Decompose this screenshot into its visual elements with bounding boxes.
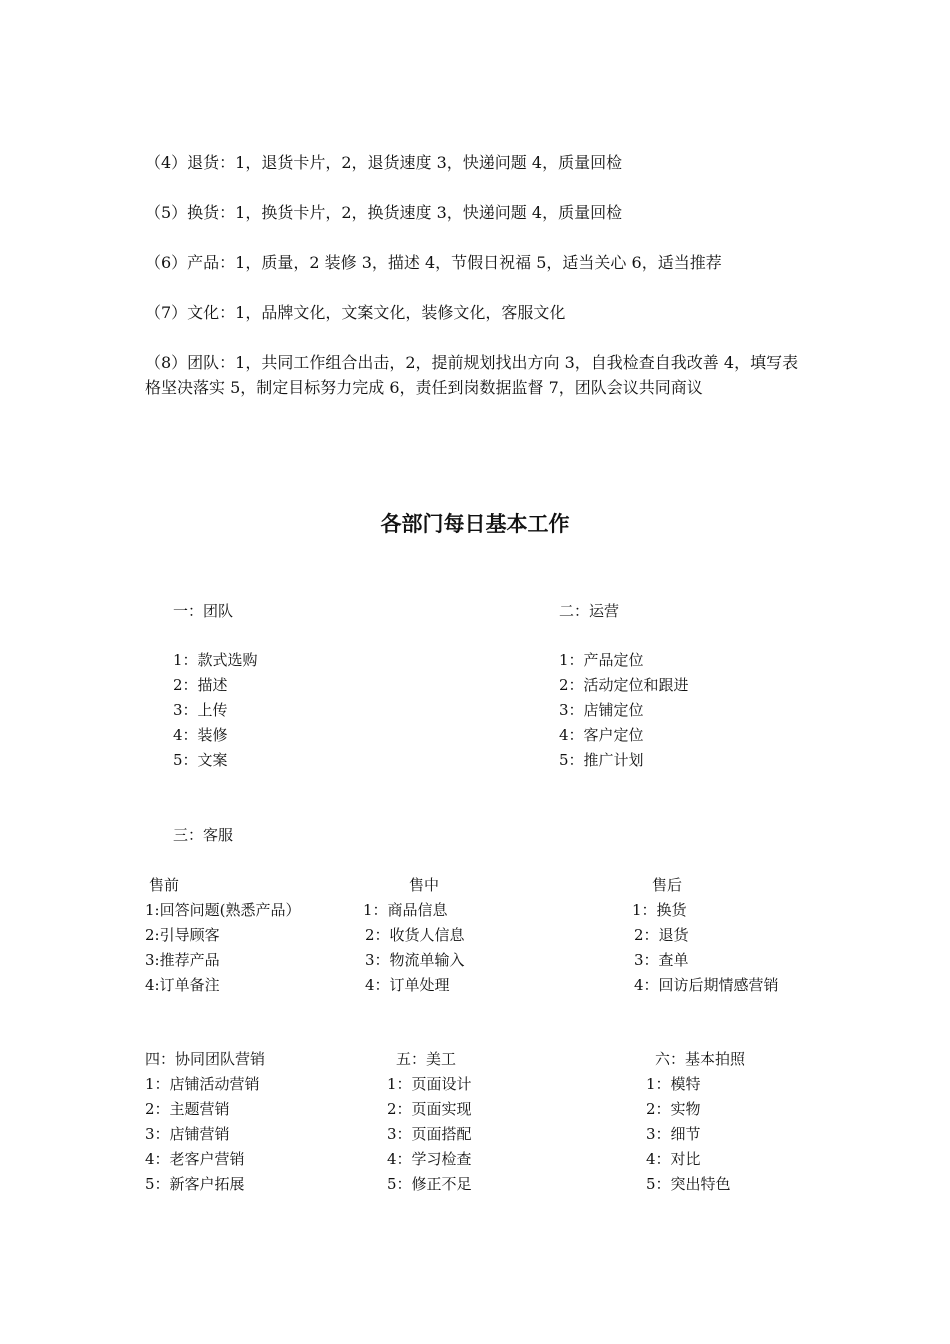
list-item: 4：学习检查 <box>387 1150 472 1168</box>
list-item: 5：新客户拓展 <box>145 1175 245 1193</box>
art-section <box>387 1047 472 1197</box>
list-item: 3：店铺营销 <box>145 1125 230 1143</box>
list-item: 5：突出特色 <box>646 1175 731 1193</box>
list-item: 1：模特 <box>646 1075 701 1093</box>
ops-heading: 二：运营 <box>559 602 620 620</box>
list-item: 4:订单备注 <box>145 976 220 994</box>
list-item: 5：修正不足 <box>387 1175 472 1193</box>
list-item: 2：主题营销 <box>145 1100 230 1118</box>
page-title: 各部门每日基本工作 <box>380 512 570 536</box>
cs-mid-heading: 售中 <box>409 876 440 894</box>
list-item: 3：细节 <box>646 1125 701 1143</box>
list-item: 3：物流单输入 <box>365 951 465 969</box>
list-item: 1:回答问题(熟悉产品） <box>145 901 301 919</box>
list-item: 3：页面搭配 <box>387 1125 472 1143</box>
team-heading: 一：团队 <box>173 602 234 620</box>
cs-post-section <box>632 873 779 998</box>
paragraph-product: （6）产品：1，质量，2 装修 3，描述 4，节假日祝福 5，适当关心 6，适当推荐 <box>145 253 722 272</box>
list-item: 4：订单处理 <box>365 976 450 994</box>
paragraph-exchange: （5）换货：1，换货卡片，2，换货速度 3，快递问题 4，质量回检 <box>145 203 623 222</box>
list-item: 4：装修 <box>173 726 228 744</box>
photo-section <box>646 1047 745 1197</box>
list-item: 1：产品定位 <box>559 651 644 669</box>
list-item: 4：对比 <box>646 1150 701 1168</box>
paragraph-culture: （7）文化：1，品牌文化，文案文化，装修文化，客服文化 <box>145 303 566 322</box>
list-item: 4：回访后期情感营销 <box>634 976 779 994</box>
list-item: 2:引导顾客 <box>145 926 220 944</box>
list-item: 2：退货 <box>634 926 689 944</box>
art-heading: 五：美工 <box>396 1050 457 1068</box>
team-section <box>173 599 258 773</box>
marketing-section <box>145 1047 265 1197</box>
list-item: 3：查单 <box>634 951 689 969</box>
photo-heading: 六：基本拍照 <box>655 1050 746 1068</box>
list-item: 1：店铺活动营销 <box>145 1075 260 1093</box>
list-item: 1：页面设计 <box>387 1075 472 1093</box>
list-item: 3:推荐产品 <box>145 951 220 969</box>
list-item: 4：老客户营销 <box>145 1150 245 1168</box>
list-item: 1：商品信息 <box>363 901 448 919</box>
paragraph-team: （8）团队：1，共同工作组合出击，2，提前规划找出方向 3，自我检查自我改善 4，填写表格坚决落实 5，制定目标努力完成 6，责任到岗数据监督 7，团队会议共同商议 <box>145 353 799 397</box>
paragraph-return: （4）退货：1，退货卡片，2，退货速度 3，快递问题 4，质量回检 <box>145 153 623 172</box>
cs-pre-heading: 售前 <box>149 876 180 894</box>
list-item: 1：款式选购 <box>173 651 258 669</box>
ops-section <box>559 599 689 773</box>
list-item: 4：客户定位 <box>559 726 644 744</box>
marketing-heading: 四：协同团队营销 <box>145 1050 266 1068</box>
list-item: 2：描述 <box>173 676 228 694</box>
list-item: 3：上传 <box>173 701 228 719</box>
list-item: 2：活动定位和跟进 <box>559 676 689 694</box>
list-item: 2：实物 <box>646 1100 701 1118</box>
cs-post-heading: 售后 <box>652 876 683 894</box>
list-item: 3：店铺定位 <box>559 701 644 719</box>
cs-pre-section <box>145 873 300 998</box>
cs-heading: 三：客服 <box>173 826 234 844</box>
cs-mid-section <box>363 873 465 998</box>
list-item: 2：页面实现 <box>387 1100 472 1118</box>
list-item: 1：换货 <box>632 901 687 919</box>
list-item: 2：收货人信息 <box>365 926 465 944</box>
list-item: 5：推广计划 <box>559 751 644 769</box>
list-item: 5：文案 <box>173 751 228 769</box>
